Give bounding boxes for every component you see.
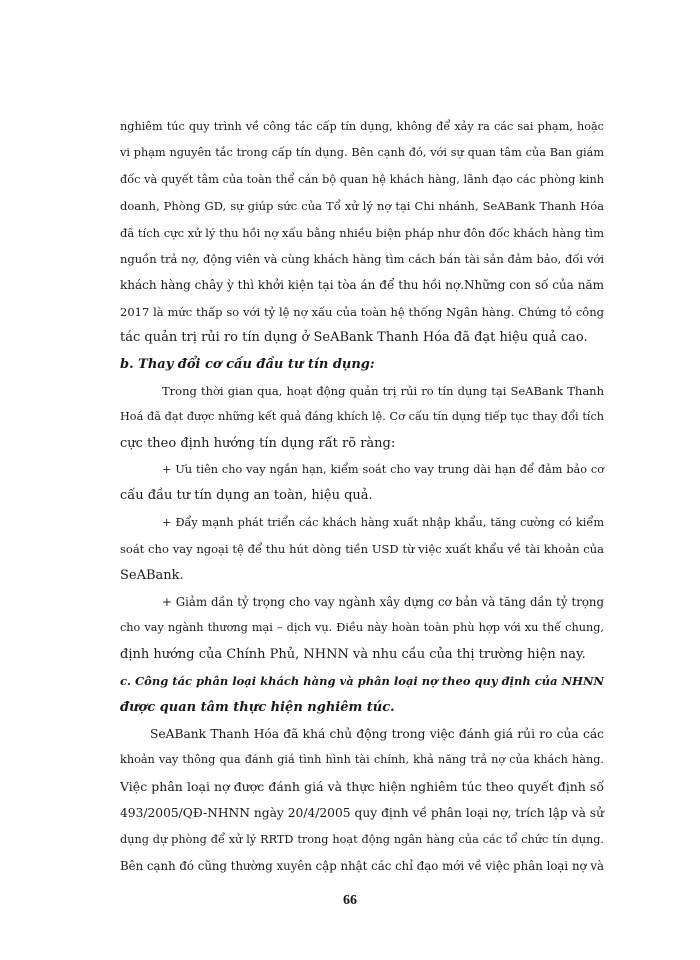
text-line: doanh, Phòng GD, sự giúp sức của Tổ xử lý nợ tại Chi nhánh, SeABank Thanh Hóa	[120, 199, 604, 214]
text-line: cực theo định hướng tín dụng rất rõ ràng:	[120, 435, 396, 451]
text-line: khách hàng chây ỳ thì khởi kiện tại tòa án để thu hồi nợ.Những con số của năm	[120, 278, 604, 293]
text-line: + Ưu tiên cho vay ngắn hạn, kiểm soát cho vay trung dài hạn để đảm bảo cơ	[162, 463, 604, 477]
text-line: khoản vay thông qua đánh giá tình hình tài chính, khả năng trả nợ của khách hàng.	[120, 753, 604, 767]
text-line: Trong thời gian qua, hoạt động quản trị rủi ro tín dụng tại SeABank Thanh	[162, 383, 604, 398]
text-line: cấu đầu tư tín dụng an toàn, hiệu quả.	[120, 488, 373, 504]
text-line: SeABank.	[120, 567, 184, 583]
bullet-item-3	[120, 589, 604, 668]
text-line: Bên cạnh đó cũng thường xuyên cập nhật các chỉ đạo mới về việc phân loại nợ và	[120, 858, 604, 873]
text-line: vi phạm nguyên tắc trong cấp tín dụng. Bên cạnh đó, với sự quan tâm của Ban giám	[120, 146, 604, 160]
text-line: Hoá đã đạt được những kết quả đáng khích lệ. Cơ cấu tín dụng tiếp tục thay đổi tích	[120, 410, 604, 424]
bullet-item-2	[120, 510, 604, 589]
text-line: + Giảm dần tỷ trọng cho vay ngành xây dựng cơ bản và tăng dần tỷ trọng	[162, 595, 604, 610]
bullet-item-1	[120, 457, 604, 510]
text-line: soát cho vay ngoại tệ để thu hút dòng tiền USD từ việc xuất khẩu về tài khoản của	[120, 542, 604, 557]
text-line: 493/2005/QĐ-NHNN ngày 20/4/2005 quy định về phân loại nợ, trích lập và sử	[120, 806, 604, 821]
page-number: 66	[343, 893, 357, 908]
text-line: nghiêm túc quy trình về công tác cấp tín dụng, không để xảy ra các sai phạm, hoặc	[120, 120, 604, 133]
paragraph-3	[120, 721, 604, 879]
text-line: + Đẩy mạnh phát triển các khách hàng xuất nhập khẩu, tăng cường có kiểm	[162, 515, 604, 529]
section-heading-b: b. Thay đổi cơ cấu đầu tư tín dụng:	[120, 356, 375, 372]
text-line: tác quản trị rủi ro tín dụng ở SeABank Thanh Hóa đã đạt hiệu quả cao.	[120, 330, 588, 346]
text-line: đã tích cực xử lý thu hồi nợ xấu bằng nhiều biện pháp như đôn đốc khách hàng tìm	[120, 225, 604, 240]
heading-line: được quan tâm thực hiện nghiêm túc.	[120, 699, 395, 715]
text-line: SeABank Thanh Hóa đã khá chủ động trong việc đánh giá rủi ro của các	[150, 726, 604, 741]
body-text	[120, 114, 604, 879]
text-line: định hướng của Chính Phủ, NHNN và nhu cầu của thị trường hiện nay.	[120, 646, 586, 662]
heading-line: c. Công tác phân loại khách hàng và phân loại nợ theo quy định của NHNN	[120, 674, 604, 689]
text-line: dụng dự phòng để xử lý RRTD trong hoạt động ngân hàng của các tổ chức tín dụng.	[120, 832, 604, 846]
text-line: Việc phân loại nợ được đánh giá và thực hiện nghiêm túc theo quyết định số	[120, 778, 604, 794]
text-line: đốc và quyết tâm của toàn thể cán bộ quan hệ khách hàng, lãnh đạo các phòng kinh	[120, 172, 604, 186]
text-line: 2017 là mức thấp so với tỷ lệ nợ xấu của toàn hệ thống Ngân hàng. Chứng tỏ công	[120, 304, 604, 319]
paragraph-1	[120, 114, 604, 352]
paragraph-2	[120, 378, 604, 457]
text-line: nguồn trả nợ, động viên và cùng khách hàng tìm cách bán tài sản đảm bảo, đối với	[120, 251, 604, 266]
section-heading-c	[120, 668, 604, 721]
text-line: cho vay ngành thương mại – dịch vụ. Điều này hoàn toàn phù hợp với xu thế chung,	[120, 621, 604, 635]
